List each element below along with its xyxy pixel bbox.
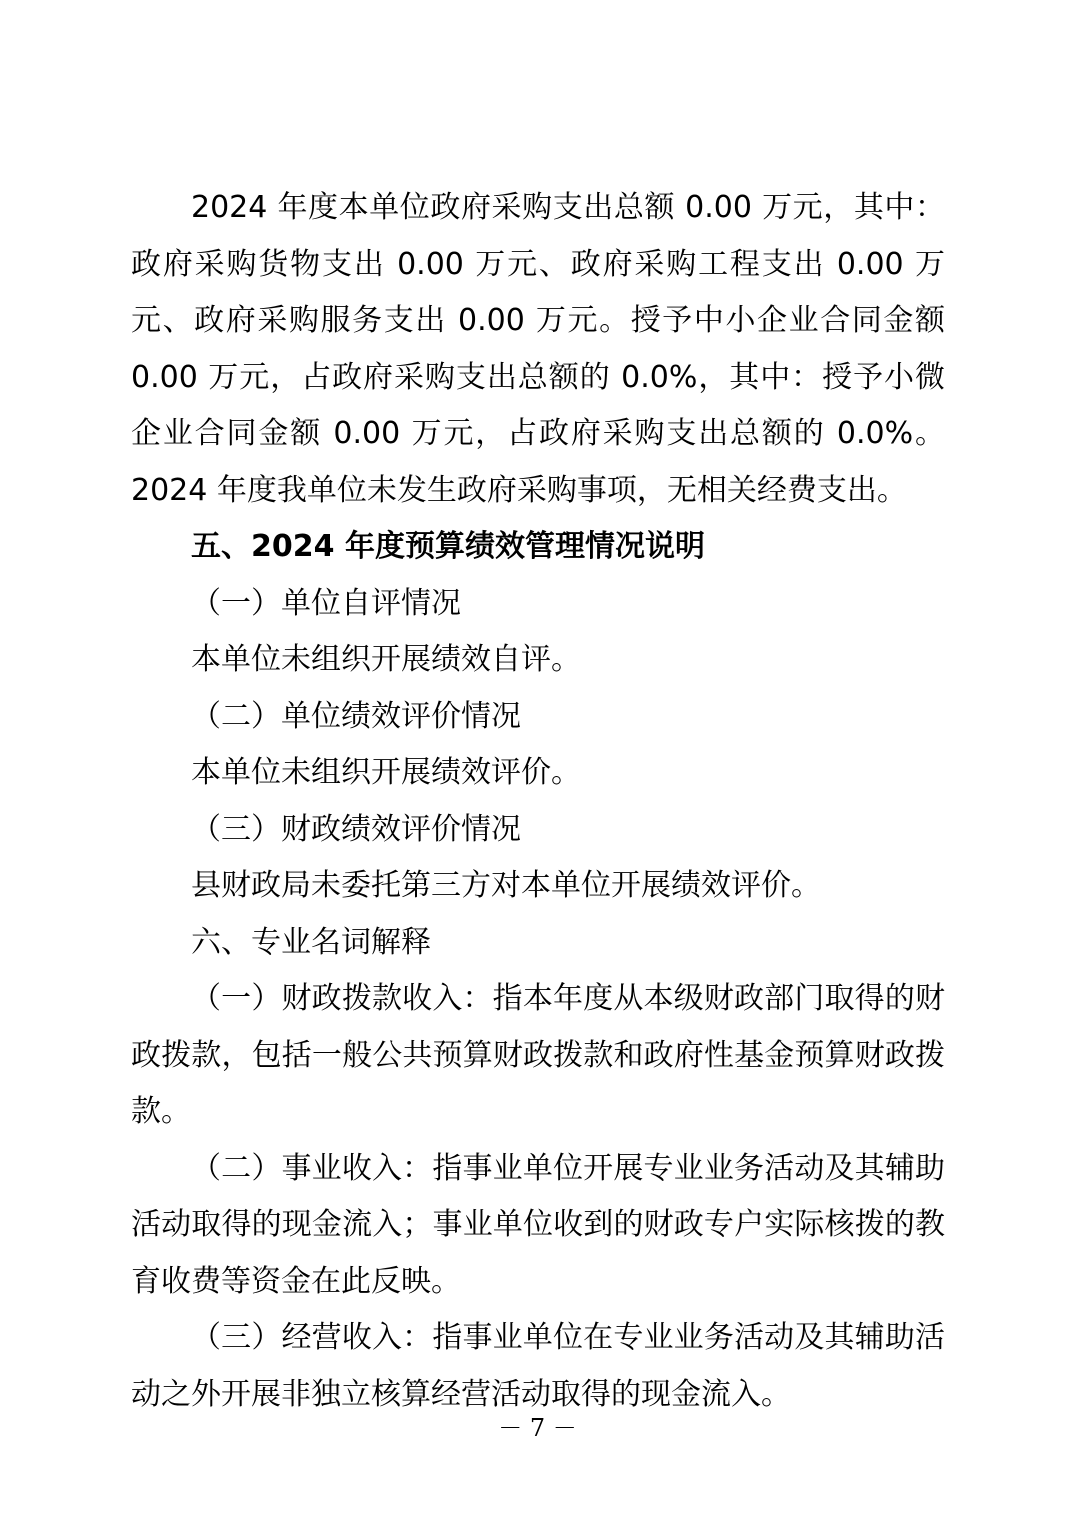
- section-heading-terms-explanation: 六、专业名词解释: [191, 924, 431, 960]
- paragraph-term-business-income: （二）事业收入：指事业单位开展专业业务活动及其辅助活动取得的现金流入；事业单位收到的财政专户实际核拨的教育收费等资金在此反映。: [131, 1150, 945, 1299]
- section-heading-performance-management: 五、2024 年度预算绩效管理情况说明: [191, 529, 705, 564]
- paragraph-unit-performance-evaluation: 本单位未组织开展绩效评价。: [191, 755, 581, 790]
- paragraph-fiscal-performance-evaluation: 县财政局未委托第三方对本单位开展绩效评价。: [191, 868, 821, 903]
- subheading-fiscal-performance-evaluation: （三）财政绩效评价情况: [191, 811, 521, 847]
- subheading-unit-performance-evaluation: （二）单位绩效评价情况: [191, 698, 521, 734]
- paragraph-unit-self-evaluation: 本单位未组织开展绩效自评。: [191, 642, 581, 677]
- paragraph-term-fiscal-appropriation-income: （一）财政拨款收入：指本年度从本级财政部门取得的财政拨款，包括一般公共预算财政拨款和政府性基金预算财政拨款。: [131, 981, 945, 1129]
- page-number: － 7 －: [498, 1414, 577, 1442]
- paragraph-term-operating-income: （三）经营收入：指事业单位在专业业务活动及其辅助活动之外开展非独立核算经营活动取得的现金流入。: [131, 1320, 945, 1412]
- subheading-unit-self-evaluation: （一）单位自评情况: [191, 585, 461, 621]
- document-body: [131, 180, 945, 1423]
- paragraph-procurement-summary: 2024 年度本单位政府采购支出总额 0.00 万元，其中：政府采购货物支出 0.00 万元、政府采购工程支出 0.00 万元、政府采购服务支出 0.00 万元。授予中小企业合同金额 0.00 万元，占政府采购支出总额的 0.0%，其中：授予小微企业合同金额 0.00 万元，占政府采购支出总额的 0.0%。2024 年度我单位未发生政府采购事项，无相关经费支出。: [131, 190, 945, 508]
